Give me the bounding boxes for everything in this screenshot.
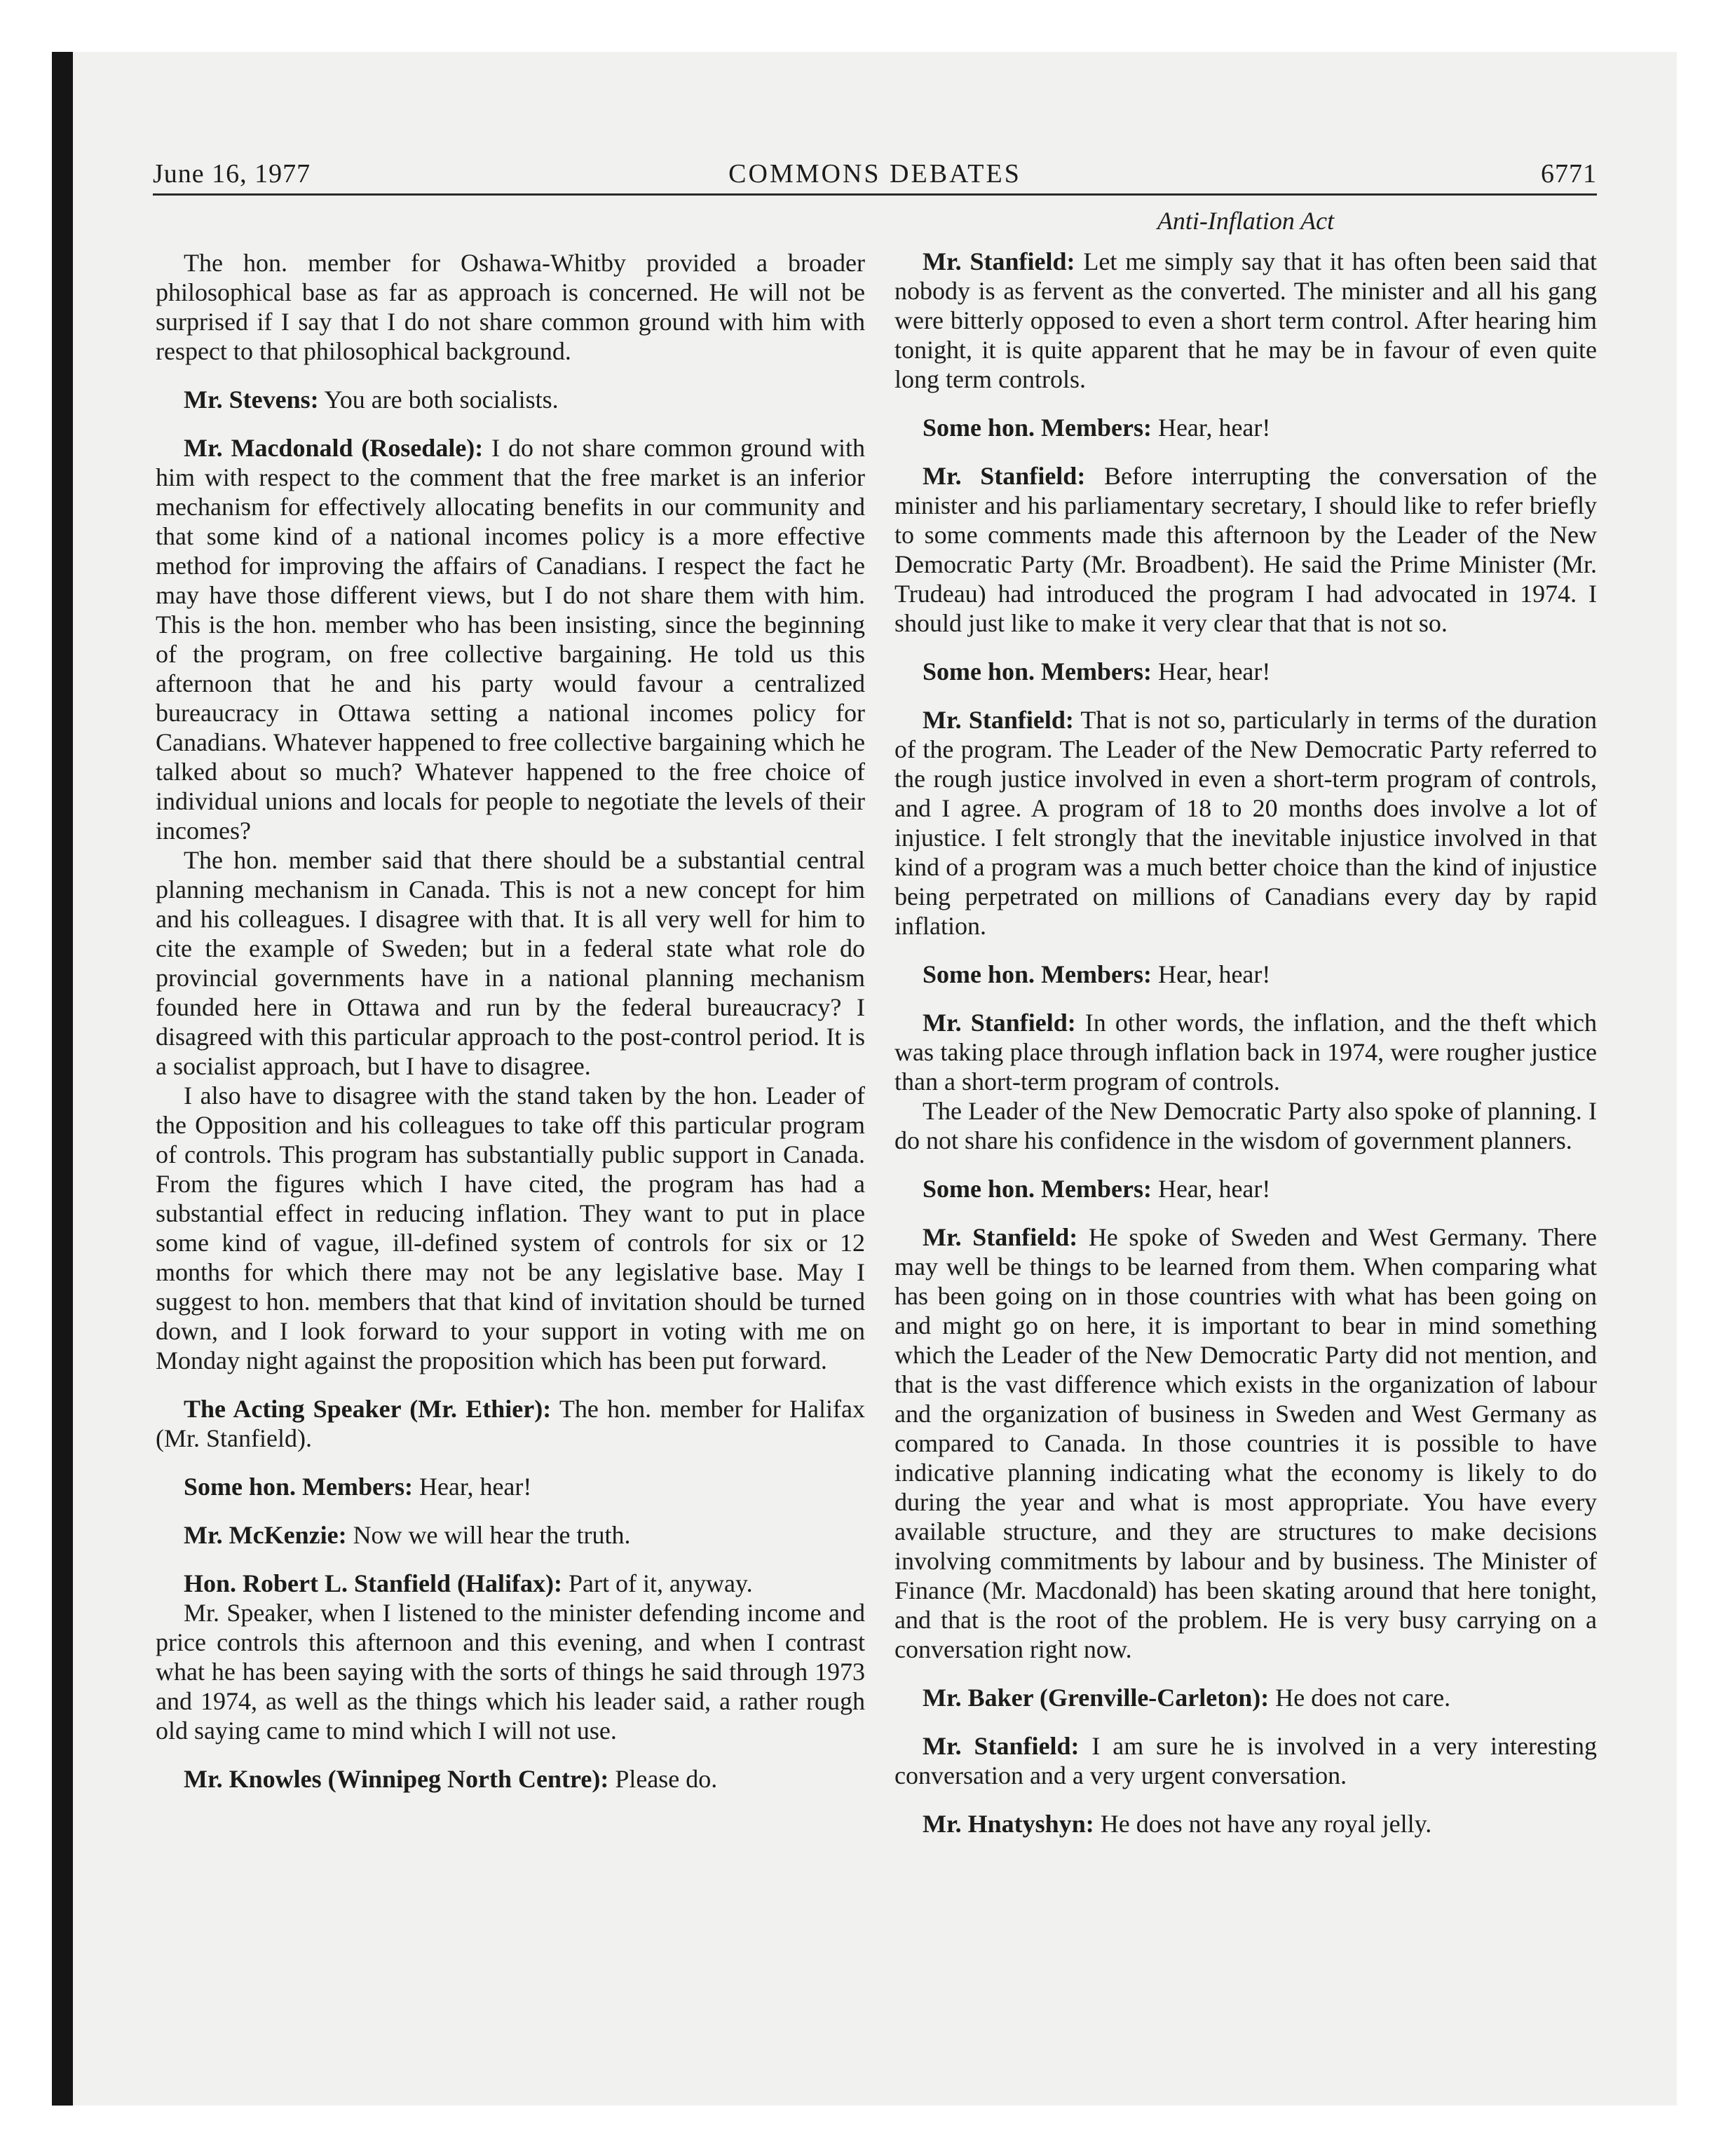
paragraph-text: The hon. member for Halifax (Mr. Stanfield). <box>156 1395 865 1452</box>
paragraph <box>156 1598 865 1745</box>
speaker-name: Some hon. Members: <box>923 960 1152 988</box>
paragraph <box>156 1764 865 1794</box>
paragraph <box>156 845 865 1081</box>
paragraph-text: Hear, hear! <box>1157 414 1271 442</box>
paragraph-text: Now we will hear the truth. <box>353 1521 631 1549</box>
speaker-name: Mr. Stanfield: <box>923 247 1075 275</box>
paragraph-text: Before interrupting the conversation of the minister and his parliamentary secretary, I should like to refer briefly to some comments made this afternoon by the Leader of the New Democratic Party (Mr. Broadbent). He said the Prime Minister (Mr. Trudeau) had introduced the program I had advocated in 1974. I should just like to make it very clear that that is not so. <box>894 462 1598 637</box>
paragraph <box>894 657 1597 686</box>
paragraph <box>894 413 1597 442</box>
paragraph-text: In other words, the inflation, and the theft which was taking place through inflation back in 1974, were rougher justice than a short-term program of controls. <box>894 1009 1597 1096</box>
paragraph-text: Hear, hear! <box>419 1473 532 1501</box>
paragraph-text: Please do. <box>615 1765 718 1793</box>
paragraph <box>894 1222 1597 1664</box>
header-title: COMMONS DEBATES <box>728 159 1021 189</box>
paragraph <box>156 433 865 845</box>
paragraph <box>156 1569 865 1598</box>
paragraph-text: Let me simply say that it has often been said that nobody is as fervent as the converted. The minister and all his gang were bitterly opposed to even a short term control. After hearing him tonight, it is quite apparent that he may be in favour of even quite long term controls. <box>894 247 1597 393</box>
paragraph <box>894 461 1597 638</box>
paragraph-text: I do not share common ground with him with respect to the comment that the free market is an inferior mechanism for effectively allocating benefits in our community and that some kind of a national incomes policy is a more effective method for improving the affairs of Canadians. I respect the fact he may have those different views, but I do not share them with him. This is the hon. member who has been insisting, since the beginning of the program, on free collective bargaining. He told us this afternoon that he and his party would favour a centralized bureaucracy in Ottawa setting a national incomes policy for Canadians. Whatever happened to free collective bargaining which he talked about so much? Whatever happened to the free choice of individual unions and locals for people to negotiate the levels of their incomes? <box>156 434 866 845</box>
paragraph-text: The Leader of the New Democratic Party also spoke of planning. I do not share his confidence in the wisdom of government planners. <box>894 1097 1597 1154</box>
paragraph <box>156 1081 865 1375</box>
paragraph-text: I am sure he is involved in a very interesting conversation and a very urgent conversation. <box>894 1732 1598 1789</box>
header-date: June 16, 1977 <box>153 159 311 189</box>
speaker-name: Mr. Stanfield: <box>923 706 1074 734</box>
paragraph <box>156 1394 865 1453</box>
paragraph-text: The hon. member for Oshawa-Whitby provided a broader philosophical base as far as approach is concerned. He will not be surprised if I say that I do not share common ground with him with respect to that philosophical background. <box>156 249 865 365</box>
speaker-name: Some hon. Members: <box>923 1175 1152 1203</box>
paragraph-text: Hear, hear! <box>1157 960 1271 988</box>
left-column <box>156 248 865 1813</box>
paragraph <box>894 247 1597 394</box>
header-page-number: 6771 <box>1541 159 1597 189</box>
paragraph-text: The hon. member said that there should be a substantial central planning mechanism in Canada. This is not a new concept for him and his colleagues. I disagree with that. It is all very well for him to cite the example of Sweden; but in a federal state what role do provincial governments have in a national planning mechanism founded here in Ottawa and run by the federal bureaucracy? I disagreed with this particular approach to the post-control period. It is a socialist approach, but I have to disagree. <box>156 846 865 1080</box>
speaker-name: Mr. Stevens: <box>184 386 319 414</box>
paragraph-text: Mr. Speaker, when I listened to the minister defending income and price controls this afternoon and this evening, and when I contrast what he has been saying with the sorts of things he said through 1973 and 1974, as well as the things which his leader said, a rather rough old saying came to mind which I will not use. <box>156 1599 865 1745</box>
speaker-name: Hon. Robert L. Stanfield (Halifax): <box>184 1569 562 1597</box>
paragraph-text: Hear, hear! <box>1157 657 1271 685</box>
paragraph-text: That is not so, particularly in terms of the duration of the program. The Leader of the New Democratic Party referred to the rough justice involved in even a short-term program of controls, and I agree. A program of 18 to 20 months does involve a lot of injustice. I felt strongly that the inevitable injustice involved in that kind of a program was a much better choice than the kind of injustice being perpetrated on millions of Canadians every day by rapid inflation. <box>894 706 1597 940</box>
right-column <box>894 206 1597 1857</box>
speaker-name: Mr. Hnatyshyn: <box>923 1810 1094 1838</box>
paragraph-text: Hear, hear! <box>1157 1175 1271 1203</box>
speaker-name: Mr. Stanfield: <box>923 462 1086 490</box>
speaker-name: The Acting Speaker (Mr. Ethier): <box>184 1395 552 1423</box>
binding-edge <box>52 52 73 2106</box>
speaker-name: Some hon. Members: <box>923 657 1152 685</box>
paragraph <box>894 1008 1597 1096</box>
paragraph <box>894 1731 1597 1790</box>
speaker-name: Mr. Stanfield: <box>923 1009 1076 1037</box>
paragraph <box>156 385 865 414</box>
paragraph <box>894 1096 1597 1155</box>
section-title: Anti-Inflation Act <box>1157 207 1335 235</box>
speaker-name: Mr. McKenzie: <box>184 1521 347 1549</box>
paragraph <box>894 1809 1597 1838</box>
paragraph <box>156 1472 865 1501</box>
speaker-name: Mr. Knowles (Winnipeg North Centre): <box>184 1765 609 1793</box>
paragraph <box>156 248 865 366</box>
speaker-name: Some hon. Members: <box>923 414 1152 442</box>
paragraph-text: He does not have any royal jelly. <box>1100 1810 1432 1838</box>
speaker-name: Mr. Baker (Grenville-Carleton): <box>923 1684 1270 1712</box>
paragraph <box>894 960 1597 989</box>
paragraph <box>156 1520 865 1550</box>
paragraph-text: I also have to disagree with the stand taken by the hon. Leader of the Opposition and his colleagues to take off this particular program of controls. This program has substantially public support in Canada. From the figures which I have cited, the program has had a substantial effect in reducing inflation. They want to put in place some kind of vague, ill-defined system of controls for six or 12 months for which there may not be any legislative base. May I suggest to hon. members that that kind of invitation should be turned down, and I look forward to your support in voting with me on Monday night against the proposition which has been put forward. <box>156 1082 865 1374</box>
speaker-name: Mr. Stanfield: <box>923 1223 1078 1251</box>
paragraph <box>894 705 1597 941</box>
paragraph-text: You are both socialists. <box>324 386 559 414</box>
paragraph-text: Part of it, anyway. <box>568 1569 753 1597</box>
paragraph <box>894 1174 1597 1203</box>
paragraph-text: He does not care. <box>1275 1684 1451 1712</box>
speaker-name: Mr. Stanfield: <box>923 1732 1080 1760</box>
paragraph <box>894 1683 1597 1712</box>
right-column-body <box>894 247 1597 1838</box>
running-head <box>153 154 1597 196</box>
speaker-name: Mr. Macdonald (Rosedale): <box>184 434 484 462</box>
speaker-name: Some hon. Members: <box>184 1473 413 1501</box>
paragraph-text: He spoke of Sweden and West Germany. There may well be things to be learned from them. When comparing what has been going on in those countries with what has been going on and might go on here, it is important to bear in mind something which the Leader of the New Democratic Party did not mention, and that is the vast difference which exists in the organization of labour and the organization of business in Sweden and West Germany as compared to Canada. In those countries it is possible to have indicative planning indicating what the economy is likely to do during the year and what is most appropriate. You have every available structure, and they are structures to make decisions involving commitments by labour and by business. The Minister of Finance (Mr. Macdonald) has been skating around that here tonight, and that is the root of the problem. He is very busy carrying on a conversation right now. <box>894 1223 1597 1663</box>
